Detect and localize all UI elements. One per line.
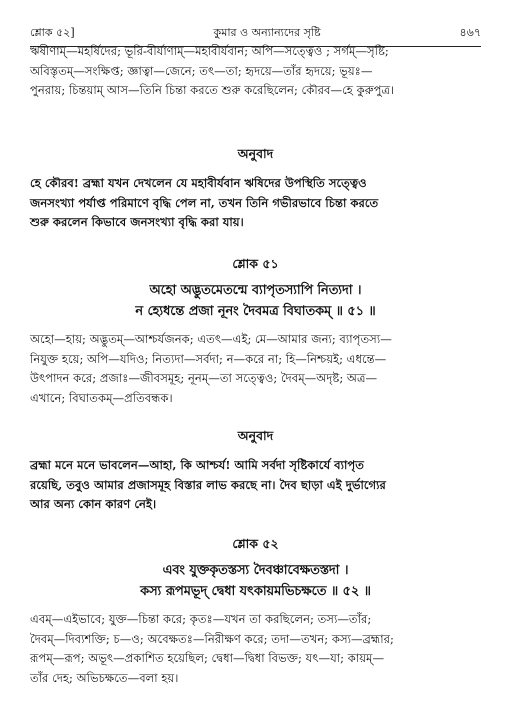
translation-line: রয়েছি, তবুও আমার প্রজাসমূহ বিস্তার লাভ করছে না। দৈব ছাড়া এই দুর্ভাগ্যের: [30, 477, 386, 492]
synonyms-block-51: [30, 330, 481, 408]
verse-line: অহো অদ্ভুতমেতন্মে ব্যাপৃতস্যাপি নিত্যদা ।: [149, 283, 362, 298]
verse-line: ন হ্যেধন্তে প্রজা নূনং দৈবমত্র বিঘাতকম্ ॥ ৫১ ॥: [135, 304, 376, 319]
verse-title: শ্লোক ৫১: [232, 256, 279, 271]
synonym-line: তাঁর দেহ; অভিচক্ষতে—বলা হয়।: [30, 670, 179, 685]
translation-line: জনসংখ্যা পর্যাপ্ত পরিমাণে বৃদ্ধি পেল না, তখন তিনি গভীরভাবে চিন্তা করতে: [30, 195, 379, 210]
translation-line: আর অন্য কোন কারণ নেই।: [30, 497, 157, 511]
synonym-line: পুনরায়; চিন্তয়াম্ আস—তিনি চিন্তা করতে শুরু করেছিলেন; কৌরব—হে কুরুপুত্র।: [30, 83, 395, 97]
synonym-line: অহো—হায়; অদ্ভুতম্—আশ্চর্যজনক; এতৎ—এই; মে—আমার জন্য; ব্যাপৃতস্য—: [30, 332, 392, 346]
header-verse-ref: শ্লোক ৫২]: [30, 26, 75, 39]
verse-line: কস্য রূপমভূদ্ দ্বেধা যৎকায়মভিচক্ষতে ॥ ৫২ ॥: [140, 584, 371, 599]
verse-line: এবং যুক্তকৃতস্তস্য দৈবঞ্চাবেক্ষতস্তদা ।: [162, 563, 349, 578]
synonym-line: উৎপাদন করে; প্রজাঃ—জীবসমূহ; নূনম্—তা সত্ত্বেও; দৈবম্—অদৃষ্ট; অত্র—: [30, 371, 378, 385]
synonym-line: অবিস্তৃতম্—সংক্ষিপ্ত; জ্ঞাত্বা—জেনে; তৎ—তা; হৃদয়ে—তাঁর হৃদয়ে; ভূয়ঃ—: [30, 63, 373, 78]
verse-52: [30, 536, 481, 602]
translation-line: শুরু করলেন কিভাবে জনসংখ্যা বৃদ্ধি করা যায়।: [30, 215, 244, 229]
header-chapter-title: কুমার ও অন্যান্যদের সৃষ্টি: [213, 26, 321, 39]
verse-title: শ্লোক ৫২: [232, 536, 279, 551]
translation-heading: অনুবাদ: [237, 146, 274, 161]
synonyms-block-top: [30, 42, 481, 101]
translation-line: হে কৌরব! ব্রহ্মা যখন দেখলেন যে মহাবীর্যবান ঋষিদের উপস্থিতি সত্ত্বেও: [30, 176, 367, 190]
synonym-line: এবম্—এইভাবে; যুক্ত—চিন্তা করে; কৃতঃ—যখন তা করছিলেন; তস্য—তাঁর;: [30, 612, 372, 626]
synonym-line: এখানে; বিঘাতকম্—প্রতিবন্ধক।: [30, 390, 173, 405]
synonym-line: নিযুক্ত হয়ে; অপি—যদিও; নিত্যদা—সর্বদা; ন—করে না; হি—নিশ্চয়ই; এধন্তে—: [30, 351, 387, 366]
translation-heading: অনুবাদ: [237, 428, 274, 443]
synonym-line: ঋষীণাম্—মহর্ষিদের; ভূরি-বীর্যাণাম্—মহাবীর্যবান; অপি—সত্ত্বেও ; সর্গম্—সৃষ্টি;: [30, 44, 389, 58]
synonyms-block-52: [30, 610, 481, 688]
synonym-line: দৈবম্—দিব্যশক্তি; চ—ও; অবেক্ষতঃ—নিরীক্ষণ করে; তদা—তখন; কস্য—ব্রহ্মার;: [30, 631, 394, 646]
header-page-number: ৪৬৭: [459, 26, 481, 39]
verse-51: [30, 256, 481, 322]
translation-block-2: [30, 428, 481, 515]
translation-block-1: [30, 146, 481, 233]
translation-line: ব্রহ্মা মনে মনে ভাবলেন—আহা, কি আশ্চর্য! আমি সর্বদা সৃষ্টিকার্যে ব্যাপৃত: [30, 458, 364, 472]
synonym-line: রূপম্—রূপ; অভূৎ—প্রকাশিত হয়েছিল; দ্বেধা—দ্বিধা বিভক্ত; যৎ—যা; কায়ম্—: [30, 651, 385, 665]
